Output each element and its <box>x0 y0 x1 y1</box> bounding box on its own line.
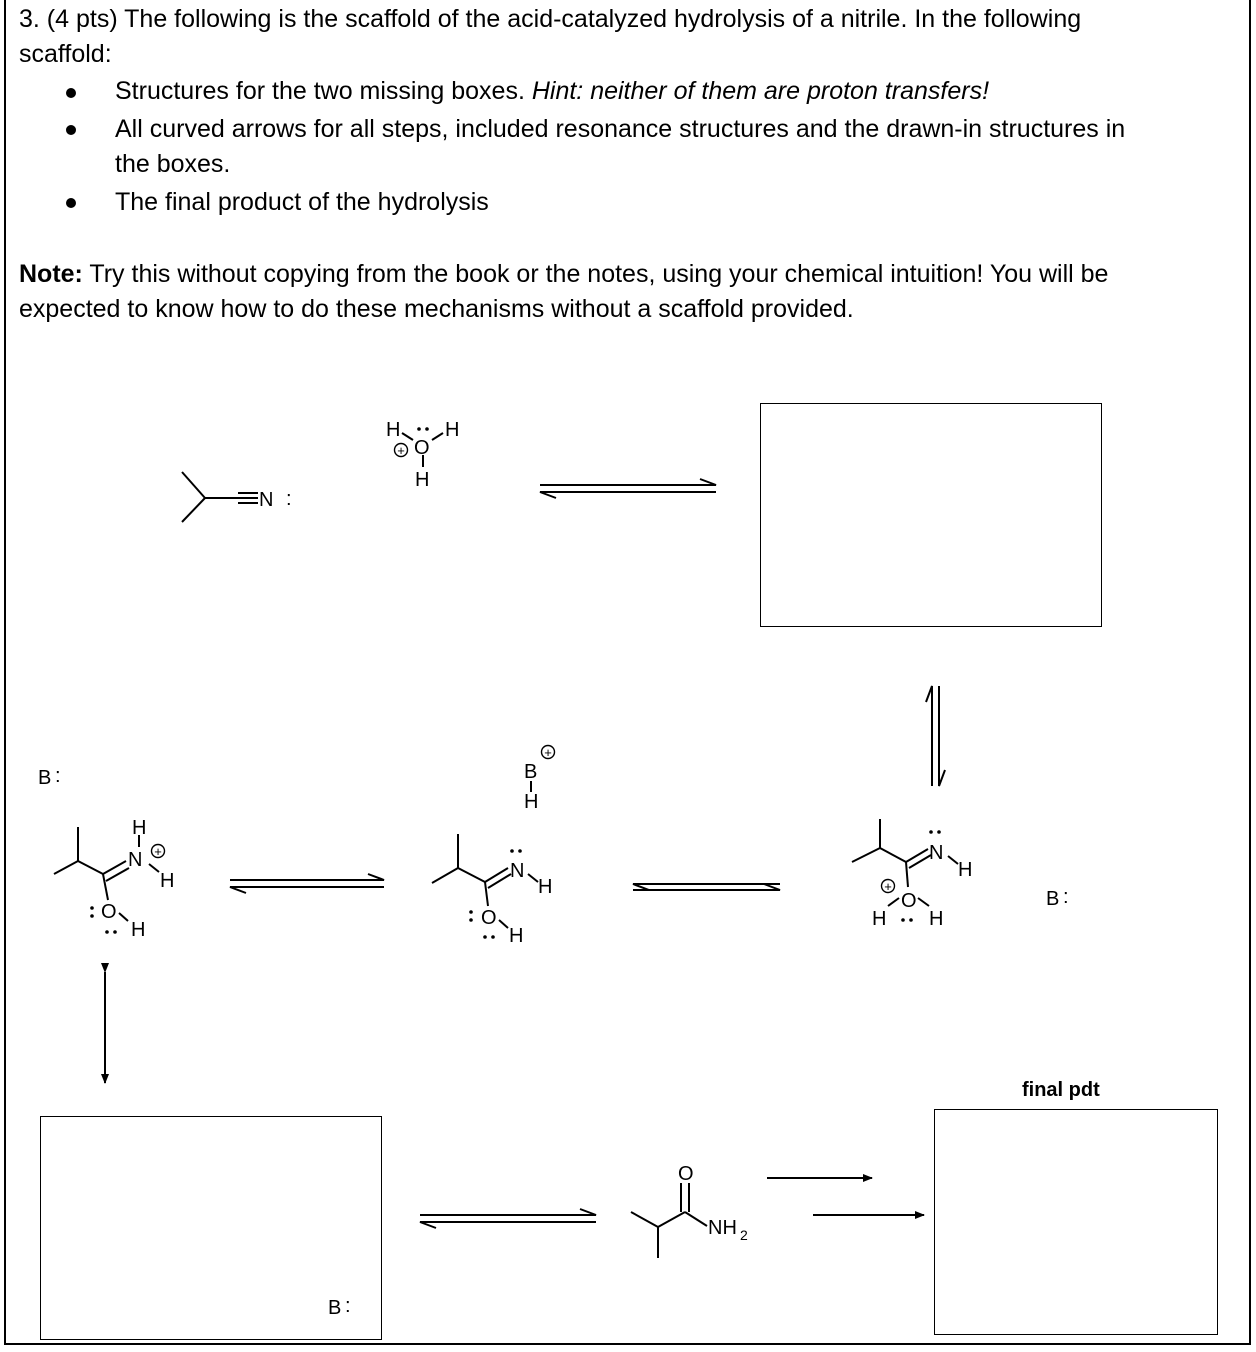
nitrile-lone-pair: : <box>286 488 292 510</box>
hydronium-o: O <box>414 437 430 459</box>
imine-nh-h: H <box>538 876 553 898</box>
hydronium-h-left: H <box>386 419 401 441</box>
bh-b: B <box>524 761 538 783</box>
base-right-lone-pair: : <box>1063 886 1069 908</box>
hydronium-plus: + <box>397 443 405 458</box>
base-left: B <box>38 767 52 789</box>
imine-n: N <box>510 860 525 882</box>
hydronium-h-right: H <box>445 419 460 441</box>
oxonium-n: N <box>929 842 944 864</box>
imine-oh-h: H <box>509 925 524 947</box>
oxonium-o: O <box>901 890 917 912</box>
amide-o: O <box>678 1163 694 1185</box>
equilibrium-arrow-1 <box>540 479 716 498</box>
imine-o: O <box>481 907 497 929</box>
equilibrium-arrow-2 <box>230 874 384 893</box>
bullet-1-text: Structures for the two missing boxes. <box>115 77 532 105</box>
amide-nh: NH <box>708 1217 737 1239</box>
amide-nh-sub: 2 <box>740 1227 748 1243</box>
oxonium-plus: + <box>884 879 892 894</box>
bh-plus: + <box>544 745 552 760</box>
iminium-o: O <box>101 901 117 923</box>
question-title-cont: scaffold: <box>19 40 112 68</box>
bullet-3: The final product of the hydrolysis <box>115 188 489 216</box>
equilibrium-arrow-3 <box>633 884 780 890</box>
iminium-n: N <box>128 849 143 871</box>
bh-h: H <box>524 791 539 813</box>
iminium-h-top: H <box>132 817 147 839</box>
bullet-1-hint: Hint: neither of them are proton transfers! <box>531 77 990 105</box>
oxonium-nh-h: H <box>958 859 973 881</box>
iminium-plus: + <box>154 844 162 859</box>
question-title: 3. (4 pts) The following is the scaffold of the acid-catalyzed hydrolysis of a nitrile. In the following <box>19 5 1082 33</box>
note-text: Try this without copying from the book or the notes, using your chemical intuition! You will be <box>82 260 1109 288</box>
nitrile-n: N <box>259 489 274 511</box>
base-box-lone-pair: : <box>345 1295 351 1317</box>
note-cont: expected to know how to do these mechanisms without a scaffold provided. <box>19 295 854 323</box>
bullet-2: All curved arrows for all steps, included resonance structures and the drawn-in structures in <box>115 115 1126 143</box>
equilibrium-arrow-4 <box>420 1209 596 1228</box>
oxonium-h-left: H <box>872 908 887 930</box>
bullet-2-cont: the boxes. <box>115 150 231 178</box>
note-label: Note: <box>19 260 83 288</box>
final-product-label: final pdt <box>1022 1079 1100 1101</box>
iminium-h-right: H <box>160 870 175 892</box>
base-box: B <box>328 1297 342 1319</box>
base-left-lone-pair: : <box>55 765 61 787</box>
base-right: B <box>1046 888 1060 910</box>
amide-structure <box>631 1183 707 1258</box>
oxonium-h-right: H <box>929 908 944 930</box>
iminium-oh-h: H <box>131 919 146 941</box>
nitrile-structure <box>182 472 258 522</box>
hydronium-h-bottom: H <box>415 469 430 491</box>
equilibrium-arrow-vertical <box>926 686 945 786</box>
